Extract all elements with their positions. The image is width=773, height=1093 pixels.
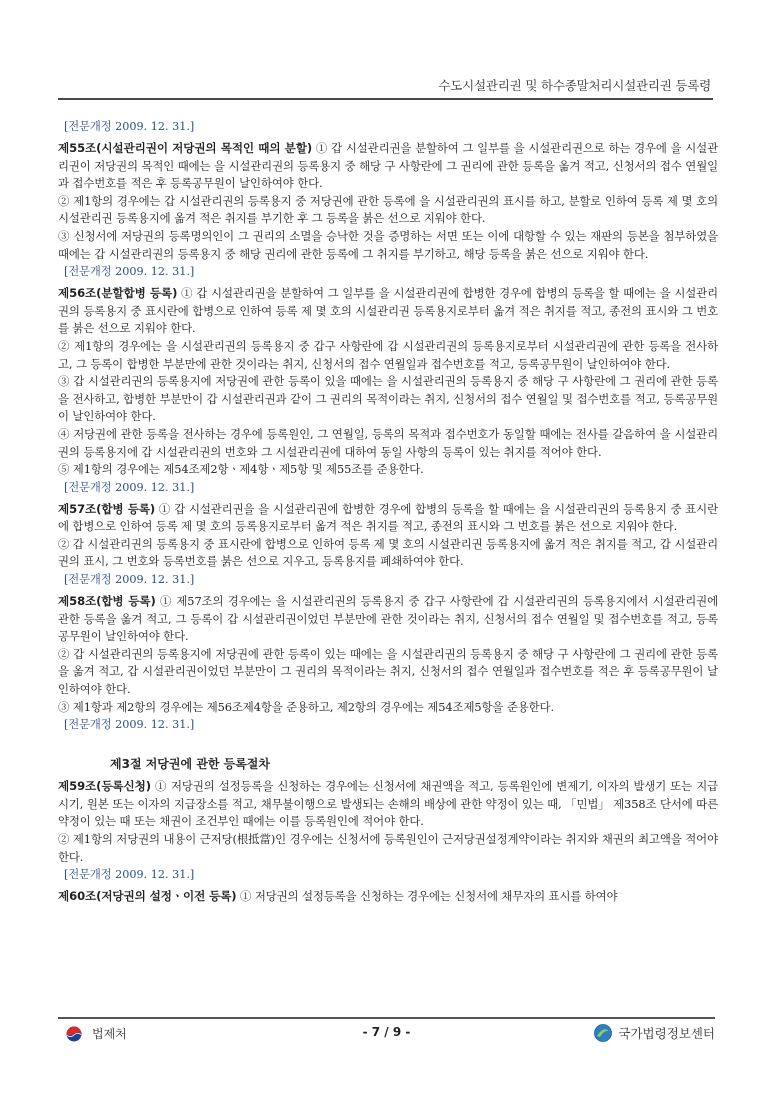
article-paragraph (58, 426, 718, 461)
article-paragraph (58, 646, 718, 699)
article-paragraph (58, 140, 718, 193)
article-paragraph (58, 338, 718, 373)
revision-note: [전문개정 2009. 12. 31.] (64, 573, 195, 587)
law-center (594, 1024, 715, 1042)
paragraph-text: ② 제1항의 저당권의 내용이 근저당(根抵當)인 경우에는 신청서에 등록원인이 근저당권설정계약이라는 취지와 채권의 최고액을 적어야 한다. (58, 832, 718, 864)
paragraph-text: ② 제1항의 경우에는 갑 시설관리권의 등록용지 중 저당권에 관한 등록에 을 시설관리권의 표시를 하고, 분할로 인하여 등록 제 몇 호의 시설관리권 등록용지에 옮겨 적은 취지를 부기한 후 그 등록을 붉은 선으로 지워야 한다. (58, 193, 718, 226)
paragraph-text: ③ 신청서에 저당권의 등록명의인이 그 권리의 소멸을 승낙한 것을 증명하는 서면 또는 이에 대항할 수 있는 재판의 등본을 첨부하였을 때에는 갑 시설관리권의 등록용지 중 해당 권리에 관한 등록에 그 취지를 부기하고, 해당 등록을 붉은 선으로 지워야 한다. (58, 228, 718, 261)
paragraph-text: ④ 저당권에 관한 등록을 전사하는 경우에 등록원인, 그 연월일, 등록의 목적과 접수번호가 동일할 때에는 전사를 갈음하여 을 시설관리권의 등록용지에 갑 시설관리권의 번호와 그 시설관리권에 대하여 동일 사항의 등록이 있는 취지를 적어야 한다. (58, 426, 718, 459)
paragraph-text: ③ 갑 시설관리권의 등록용지에 저당권에 관한 등록이 있을 때에는 을 시설관리권의 등록용지 중 해당 구 사항란에 그 권리에 관한 등록을 전사하고, 합병한 부분만이 갑 시설관리권과 같이 그 권리의 목적이라는 취지, 신청서의 접수 연월일 및 접수번호를 적고, 등록공무원이 날인하여야 한다. (58, 374, 718, 424)
article-paragraph (58, 461, 718, 479)
law-center-name: 국가법령정보센터 (618, 1026, 715, 1041)
paragraph-text: ② 제1항의 경우에는 을 시설관리권의 등록용지 중 갑구 사항란에 갑 시설관리권의 등록용지로부터 시설관리권에 관한 등록을 전사하고, 그 등록이 합병한 부분만에 관한 것이라는 취지, 신청서의 접수 연월일과 접수번호를 적고, 등록공무원이 날인하여야 한다. (58, 338, 718, 371)
law-center-logo-icon (594, 1024, 612, 1042)
paragraph-text: ① 갑 시설관리권을 분할하여 그 일부를 을 시설관리권에 합병한 경우에 합병의 등록을 할 때에는 을 시설관리권의 등록용지 중 표시란에 합병으로 인하여 등록 제 몇 호의 시설관리권 등록용지로부터 옮겨 적은 취지를 적고, 종전의 표시와 그 번호를 붉은 선으로 지워야 한다. (58, 286, 718, 336)
paragraph-text: ① 갑 시설관리권을 을 시설관리권에 합병한 경우에 합병의 등록을 할 때에는 을 시설관리권의 등록용지 중 표시란에 합병으로 인하여 등록 제 몇 호의 등록용지로부터 옮겨 적은 취지를 적고, 종전의 표시와 그 번호를 붉은 선으로 지워야 한다. (58, 501, 718, 534)
article-paragraph (58, 373, 718, 426)
paragraph-text: ⑤ 제1항의 경우에는 제54조제2항ㆍ제4항ㆍ제5항 및 제55조를 준용한다. (58, 462, 424, 477)
page-footer (58, 1017, 715, 1045)
paragraph-text: ③ 제1항과 제2항의 경우에는 제56조제4항을 준용하고, 제2항의 경우에는 제54조제5항을 준용한다. (58, 699, 554, 714)
paragraph-text: ① 갑 시설관리권을 분할하여 그 일부를 을 시설관리권으로 하는 경우에 을 시설관리권이 저당권의 목적인 때에는 을 시설관리권의 등록용지 중 해당 구 사항란에 그 권리에 관한 등록을 옮겨 적고, 신청서의 접수 연월일과 접수번호를 적은 후 등록공무원이 날인하여야 한다. (58, 141, 718, 191)
revision-note: [전문개정 2009. 12. 31.] (64, 868, 195, 882)
revision-note: [전문개정 2009. 12. 31.] (64, 718, 195, 732)
article (58, 593, 718, 716)
article-paragraph (58, 831, 718, 866)
revision-note: [전문개정 2009. 12. 31.] (64, 120, 195, 133)
article-paragraph (58, 285, 718, 338)
article-title: 제56조(분할합병 등록) (58, 286, 178, 301)
revision-note: [전문개정 2009. 12. 31.] (64, 480, 195, 494)
page-number: - 7 / 9 - (362, 1025, 411, 1039)
article-paragraph (58, 193, 718, 228)
article (58, 888, 718, 906)
revision-note: [전문개정 2009. 12. 31.] (64, 265, 195, 279)
article-paragraph (58, 593, 718, 646)
paragraph-text: ② 갑 시설관리권의 등록용지에 저당권에 관한 등록이 있는 때에는 을 시설관리권의 등록용지 중 해당 구 사항란에 그 권리에 관한 등록을 옮겨 적고, 갑 시설관리권이었던 부분만이 그 권리의 목적이라는 취지, 신청서의 접수 연월일과 접수번호를 적은 후 등록공무원이 날인하여야 한다. (58, 646, 718, 697)
document-title: 수도시설관리권 및 하수종말처리시설관리권 등록령 (438, 78, 711, 93)
article-paragraph (58, 228, 718, 263)
article (58, 140, 718, 263)
article-paragraph (58, 778, 718, 831)
article (58, 285, 718, 479)
page-header (58, 76, 713, 100)
article-title: 제58조(합병 등록) (58, 594, 156, 609)
document-body (58, 118, 718, 906)
paragraph-text: ① 제57조의 경우에는 을 시설관리권의 등록용지 중 갑구 사항란에 갑 시설관리권의 등록용지에서 시설관리권에 관한 등록을 옮겨 적고, 그 등록이 갑 시설관리권이었던 부분만에 관한 것이라는 취지, 신청서의 접수 연월일 및 접수번호를 적고, 등록공무원이 날인하여야 한다. (58, 594, 718, 644)
publisher-name: 법제처 (92, 1027, 127, 1041)
article (58, 778, 718, 866)
paragraph-text: ① 저당권의 설정등록을 신청하는 경우에는 신청서에 채무자의 표시를 하여야 (236, 889, 618, 904)
article-title: 제59조(등록신청) (58, 779, 151, 794)
article-paragraph (58, 501, 718, 536)
paragraph-text: ② 갑 시설관리권의 등록용지 중 표시란에 합병으로 인하여 등록 제 몇 호의 시설관리권 등록용지에 옮겨 적은 취지를 적고, 갑 시설관리권의 표시, 그 번호와 등록번호를 붉은 선으로 지우고, 등록용지를 폐쇄하여야 한다. (58, 536, 718, 569)
article-paragraph (58, 699, 718, 717)
article-title: 제60조(저당권의 설정ㆍ이전 등록) (58, 889, 237, 904)
article-paragraph (58, 536, 718, 571)
article-title: 제57조(합병 등록) (58, 501, 156, 516)
section-heading: 제3절 저당권에 관한 등록절차 (110, 757, 270, 772)
paragraph-text: ① 저당권의 설정등록을 신청하는 경우에는 신청서에 채권액을 적고, 등록원인에 변제기, 이자의 발생기 또는 지급시기, 원본 또는 이자의 지급장소를 적고, 채무불이행으로 발생되는 손해의 배상에 관한 약정이 있는 때, 「민법」 제358조 단서에 따른 약정이 있는 때 또는 채권이 조건부인 때에는 이를 등록원인에 적어야 한다. (58, 779, 718, 829)
article-title: 제55조(시설관리권이 저당권의 목적인 때의 분할) (58, 141, 313, 155)
article (58, 501, 718, 571)
article-paragraph (58, 888, 718, 906)
